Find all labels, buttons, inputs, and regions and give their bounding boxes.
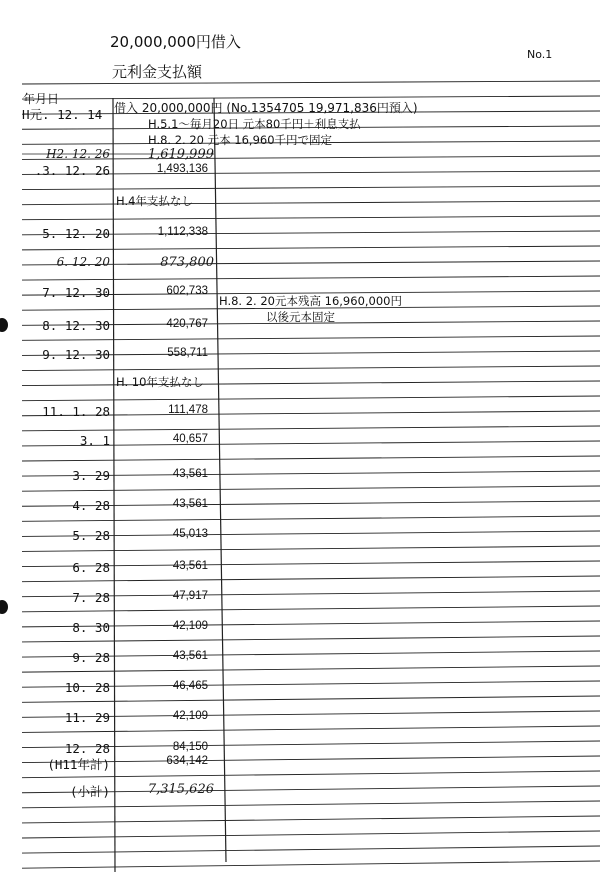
row-amount: 42,109 xyxy=(172,710,208,722)
row-date: 3. 1 xyxy=(79,433,110,448)
ruled-line xyxy=(22,366,600,371)
intro-fixed-line: H.8. 2. 20 元本 16,960千円で固定 xyxy=(148,133,333,147)
intro-repayment-line: H.5.1～毎月20日 元本80千円＋利息支払 xyxy=(148,117,361,131)
intro-loan-line: 借入 20,000,000円 (No.1354705 19,971,836円預入) xyxy=(114,101,418,115)
side-note-fixed: 以後元本固定 xyxy=(266,310,335,324)
ruled-line xyxy=(22,81,600,84)
row-date: 11. 1. 28 xyxy=(42,404,110,419)
ruled-line xyxy=(22,246,600,250)
row-amount: 40,657 xyxy=(172,433,208,445)
ruled-line xyxy=(22,456,600,461)
row-amount: 873,800 xyxy=(160,255,214,270)
row-amount: 45,013 xyxy=(172,528,208,540)
row-amount: 7,315,626 xyxy=(147,782,214,797)
row-amount: 47,917 xyxy=(172,590,208,602)
year-note: H.4年支払なし xyxy=(116,194,193,208)
intro-date: H元. 12. 14 xyxy=(22,107,103,122)
ruled-line xyxy=(22,426,600,431)
row-date: 9. 28 xyxy=(72,650,110,665)
ruled-line xyxy=(22,666,600,672)
row-date: 6. 12. 20 xyxy=(56,255,110,269)
row-amount: 43,561 xyxy=(172,468,208,480)
column-divider-amount xyxy=(214,98,226,862)
ruled-line xyxy=(22,396,600,401)
row-date: 7. 12. 30 xyxy=(42,285,110,300)
row-date: 6. 28 xyxy=(72,560,110,575)
ruled-line xyxy=(22,546,600,551)
row-date: H2. 12. 26 xyxy=(46,147,110,161)
side-note-balance: H.8. 2. 20元本残高 16,960,000円 xyxy=(219,294,402,308)
row-amount: 42,109 xyxy=(172,620,208,632)
ruled-line xyxy=(22,336,600,340)
row-date: 12. 28 xyxy=(64,741,110,756)
row-date: 10. 28 xyxy=(64,680,110,695)
row-amount: 1,112,338 xyxy=(157,226,208,238)
row-date: 11. 29 xyxy=(64,710,110,725)
row-amount: 43,561 xyxy=(172,498,208,510)
row-date: .3. 12. 26 xyxy=(34,163,110,178)
row-date: (H11年計) xyxy=(47,757,110,772)
page-number: No.1 xyxy=(527,48,553,61)
row-date: (小計) xyxy=(69,784,110,799)
row-date: 9. 12. 30 xyxy=(42,347,110,362)
year-note: H. 10年支払なし xyxy=(116,375,204,389)
document-subtitle: 元利金支払額 xyxy=(112,63,203,81)
ruled-line xyxy=(22,636,600,642)
row-amount: 111,478 xyxy=(168,404,208,416)
ruled-line xyxy=(22,216,600,220)
row-date: 5. 28 xyxy=(72,528,110,543)
ruled-line xyxy=(22,831,600,838)
row-amount: 420,767 xyxy=(166,318,208,330)
row-amount: 558,711 xyxy=(167,347,208,359)
ruled-line xyxy=(22,276,600,280)
row-date: 8. 30 xyxy=(72,620,110,635)
row-amount: 43,561 xyxy=(172,650,208,662)
row-amount: 1,619,999 xyxy=(147,147,214,162)
row-amount: 602,733 xyxy=(166,285,208,297)
ruled-line xyxy=(22,696,600,702)
row-date: 3. 29 xyxy=(72,468,110,483)
row-amount: 1,493,136 xyxy=(156,163,208,175)
row-date: 8. 12. 30 xyxy=(42,318,110,333)
ruled-line xyxy=(22,846,600,853)
ruled-line xyxy=(22,186,600,190)
ruled-line xyxy=(22,816,600,823)
row-date: 5. 12. 20 xyxy=(42,226,110,241)
ruled-line xyxy=(22,801,600,808)
row-amount: 46,465 xyxy=(172,680,208,692)
row-date: 4. 28 xyxy=(72,498,110,513)
ruled-line xyxy=(22,201,600,205)
row-date: 7. 28 xyxy=(72,590,110,605)
ruled-line xyxy=(22,726,600,732)
ruled-line xyxy=(22,606,600,612)
ruled-line xyxy=(22,861,600,868)
ruled-line xyxy=(22,576,600,582)
document-title: 20,000,000円借入 xyxy=(110,33,241,51)
ruled-line xyxy=(22,516,600,521)
date-column-header: 年月日 xyxy=(23,92,60,106)
ruled-line xyxy=(22,381,600,386)
row-amount: 634,142 xyxy=(166,755,208,767)
row-amount: 84,150 xyxy=(172,741,208,753)
row-amount: 43,561 xyxy=(172,560,208,572)
ruled-line xyxy=(22,486,600,491)
